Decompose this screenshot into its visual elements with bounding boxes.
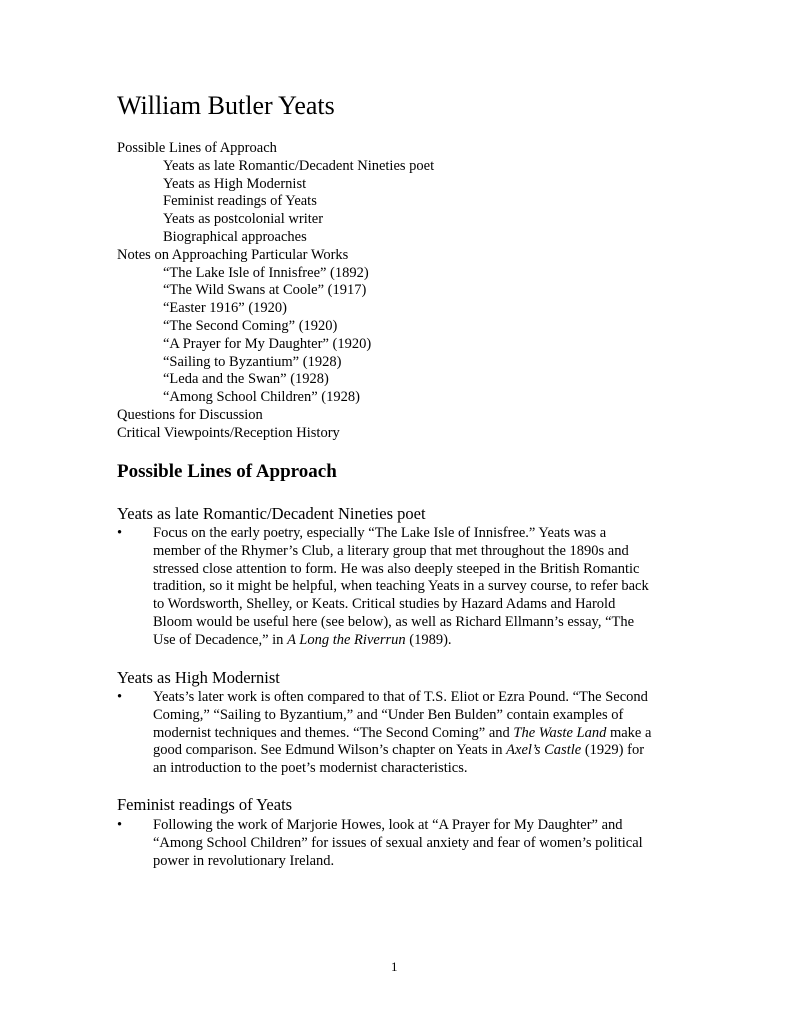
toc-item: Possible Lines of Approach — [117, 140, 277, 156]
page-number: 1 — [391, 959, 398, 974]
paragraph-text — [153, 689, 657, 778]
text-run: make a good comparison. See Edmund Wilson’s chapter on Yeats in — [153, 724, 652, 759]
toc-subitem: Biographical approaches — [163, 228, 307, 245]
text-run: Yeats’s later work is often compared to that of T.S. Eliot or Ezra Pound. “The Second Coming,” “Sailing to Byzantium,” and “Under Ben Bulden” contain examples of modernist techniques and themes. “The Second Coming” and — [153, 689, 648, 741]
toc-subitem: “Leda and the Swan” (1928) — [163, 371, 329, 388]
paragraph-text — [153, 817, 657, 870]
italic-title: The Waste Land — [513, 724, 607, 741]
subsection-heading-modernist: Yeats as High Modernist — [117, 668, 280, 687]
subsection-heading-feminist: Feminist readings of Yeats — [117, 795, 293, 814]
bullet-icon: • — [117, 525, 123, 541]
subsection-heading-romantic: Yeats as late Romantic/Decadent Nineties poet — [117, 504, 426, 523]
italic-title: Axel’s Castle — [506, 742, 582, 759]
toc-subitem: Feminist readings of Yeats — [163, 193, 317, 210]
section-heading: Possible Lines of Approach — [117, 461, 337, 482]
bullet-paragraph-romantic — [117, 525, 657, 650]
paragraph-text — [153, 525, 657, 650]
text-run: (1989). — [405, 631, 452, 648]
toc-subitem: “The Lake Isle of Innisfree” (1892) — [163, 264, 369, 281]
toc-subitem: “The Second Coming” (1920) — [163, 317, 338, 334]
toc-item: Notes on Approaching Particular Works — [117, 246, 349, 263]
toc-subitem: “Easter 1916” (1920) — [163, 300, 288, 317]
bullet-paragraph-modernist — [117, 689, 657, 778]
toc-item: Questions for Discussion — [117, 406, 263, 423]
bullet-paragraph-feminist — [117, 817, 657, 870]
text-run: (1929) for an introduction to the poet’s modernist characteristics. — [153, 742, 645, 777]
bullet-icon: • — [117, 689, 123, 705]
italic-title: A Long the Riverrun — [287, 631, 406, 648]
toc-subitem: “Among School Children” (1928) — [163, 389, 360, 406]
toc-item: Critical Viewpoints/Reception History — [117, 424, 340, 441]
toc-subitem: Yeats as High Modernist — [163, 175, 307, 192]
toc-subitem: Yeats as postcolonial writer — [163, 211, 324, 228]
text-run: Focus on the early poetry, especially “The Lake Isle of Innisfree.” Yeats was a member of the Rhymer’s Club, a literary group that met throughout the 1890s and stressed close attention to form. He was also deeply steeped in the British Romantic tradition, so it might be helpful, when teaching Yeats in a survey course, to refer back to Wordsworth, Shelley, or Keats. Critical studies by Hazard Adams and Harold Bloom would be useful here (see below), as well as Richard Ellmann’s essay, “The Use of Decadence,” in — [153, 525, 649, 648]
toc-subitem: “Sailing to Byzantium” (1928) — [163, 353, 342, 370]
toc-subitem: “The Wild Swans at Coole” (1917) — [163, 282, 367, 299]
table-of-contents — [117, 140, 434, 443]
bullet-icon: • — [117, 817, 123, 833]
text-run: Following the work of Marjorie Howes, look at “A Prayer for My Daughter” and “Among School Children” for issues of sexual anxiety and fear of women’s political power in revolutionary Ireland. — [153, 817, 643, 869]
toc-subitem: “A Prayer for My Daughter” (1920) — [163, 335, 372, 352]
toc-subitem: Yeats as late Romantic/Decadent Nineties poet — [163, 157, 435, 174]
document-title: William Butler Yeats — [117, 91, 335, 120]
